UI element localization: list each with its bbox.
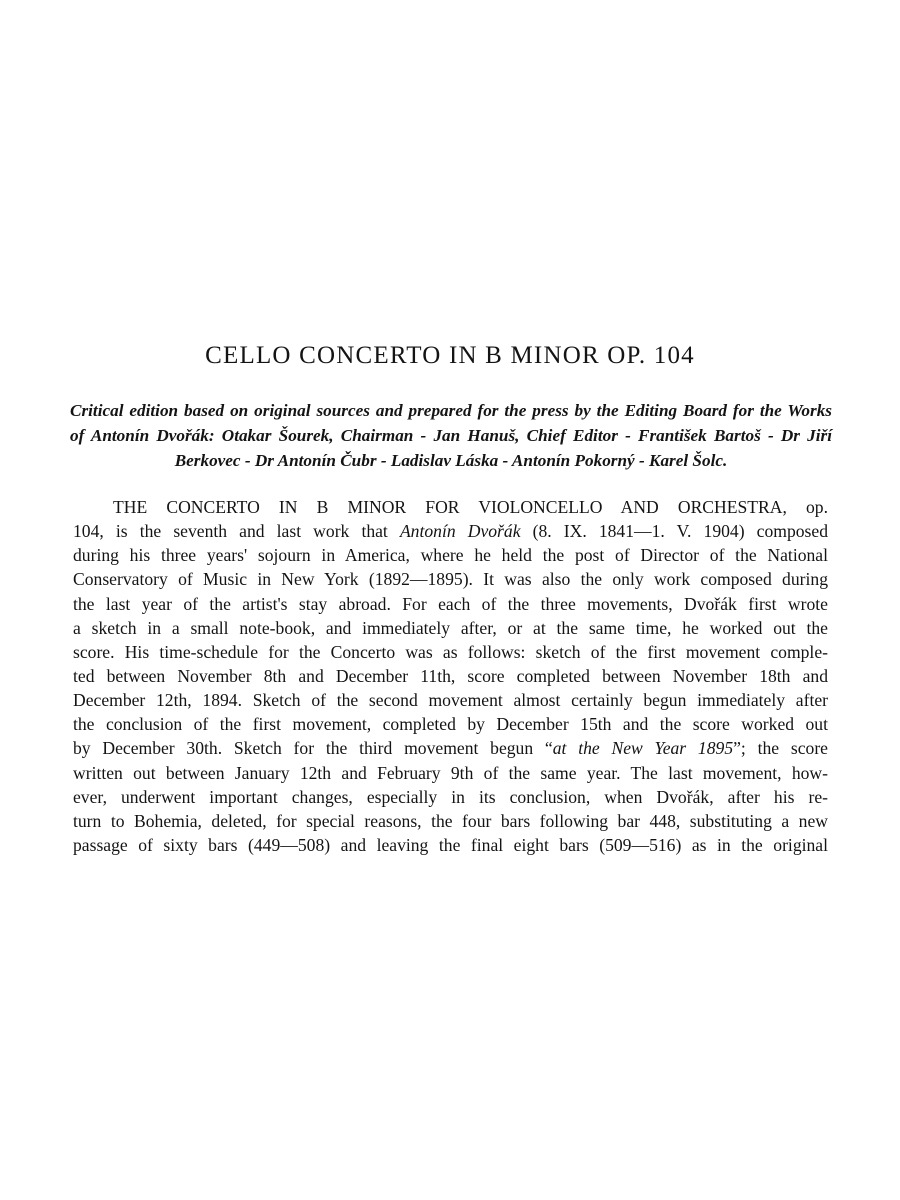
body-line-14: turn to Bohemia, deleted, for special reasons, the four bars following bar 448, substituting a new (73, 810, 828, 831)
composer-name: Antonín Dvořák (399, 521, 521, 542)
credits-line-2: of Antonín Dvořák: Otakar Šourek, Chairman - Jan Hanuš, Chief Editor - František Bartoš - Dr Jiří (70, 426, 832, 445)
body-line-6: a sketch in a small note-book, and immediately after, or at the same time, he worked out the (73, 617, 828, 638)
body-line-8: ted between November 8th and December 11th, score completed between November 18th and (73, 665, 828, 686)
credits-line-1: Critical edition based on original sources and prepared for the press by the Editing Board for the Works (70, 401, 832, 420)
body-line-12: written out between January 12th and February 9th of the same year. The last movement, how- (73, 762, 828, 783)
body-line-11-start: by December 30th. Sketch for the third movement begun “ (73, 738, 553, 759)
body-line-1: THE CONCERTO IN B MINOR FOR VIOLONCELLO AND ORCHESTRA, op. (113, 497, 828, 517)
body-line-11-end: ”; the score (733, 738, 828, 759)
body-line-3: during his three years' sojourn in America, where he held the post of Director of the National (73, 545, 828, 566)
body-line-2 (73, 519, 828, 543)
body-line-2-start: 104, is the seventh and last work that (73, 521, 400, 542)
body-line-7: score. His time-schedule for the Concerto was as follows: sketch of the first movement comple- (73, 641, 828, 662)
page-title: CELLO CONCERTO IN B MINOR OP. 104 (205, 342, 695, 369)
body-line-9: December 12th, 1894. Sketch of the second movement almost certainly begun immediately after (73, 690, 828, 711)
body-line-13: ever, underwent important changes, especially in its conclusion, when Dvořák, after his re- (73, 786, 828, 807)
body-line-5: the last year of the artist's stay abroad. For each of the three movements, Dvořák first wrote (73, 593, 828, 614)
body-line-11 (73, 736, 828, 760)
body-paragraph (73, 495, 828, 857)
credits-line-3: Berkovec - Dr Antonín Čubr - Ladislav Láska - Antonín Pokorný - Karel Šolc. (174, 451, 728, 470)
body-line-15: passage of sixty bars (449—508) and leaving the final eight bars (509—516) as in the original (73, 834, 828, 855)
body-line-2-end: (8. IX. 1841—1. V. 1904) composed (520, 521, 829, 542)
quoted-inscription: at the New Year 1895 (552, 738, 734, 759)
body-line-4: Conservatory of Music in New York (1892—1895). It was also the only work composed during (73, 569, 828, 590)
body-line-10: the conclusion of the first movement, completed by December 15th and the score worked out (73, 714, 828, 735)
editorial-credits (70, 398, 832, 473)
